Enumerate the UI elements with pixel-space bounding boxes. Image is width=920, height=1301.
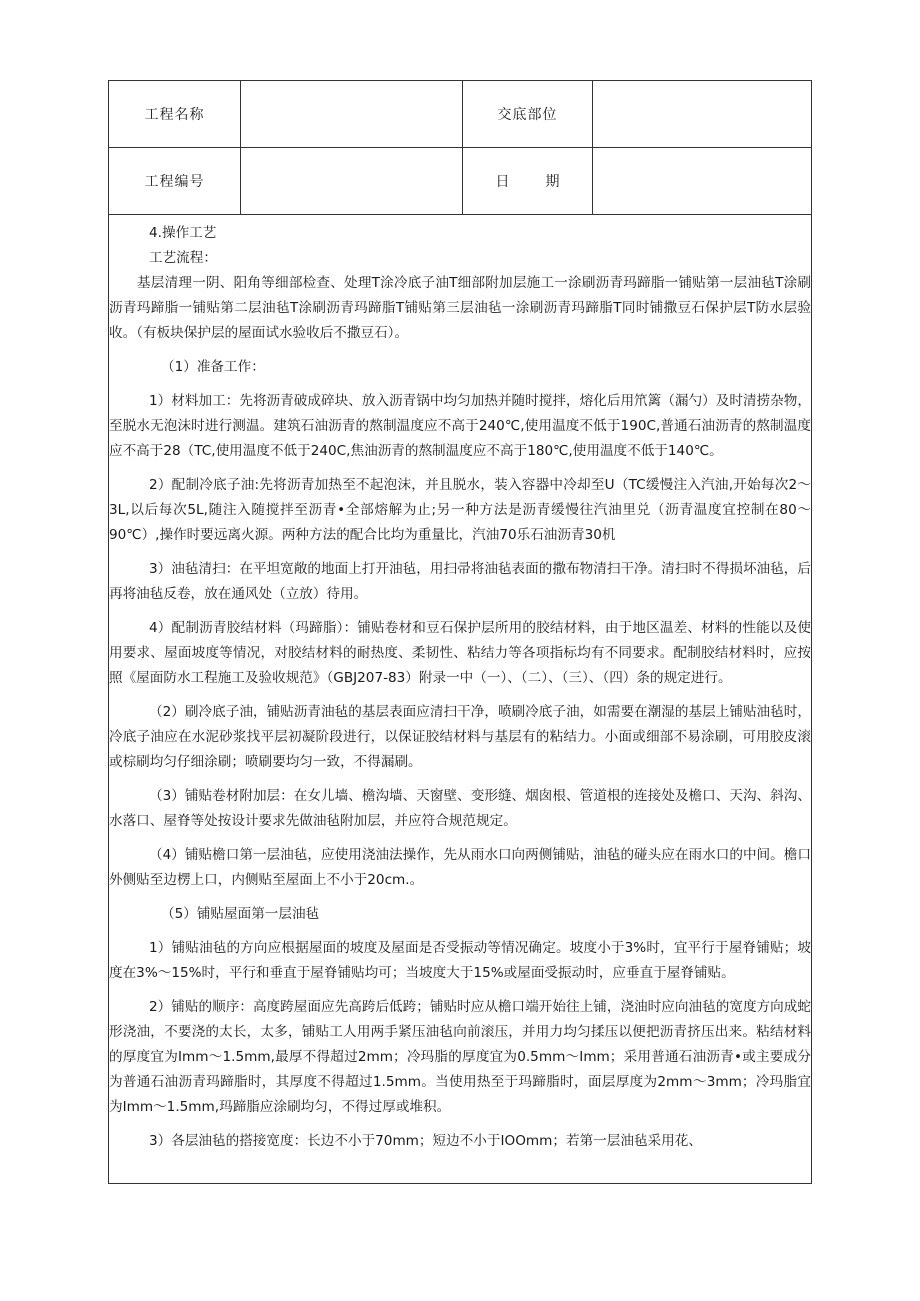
- step-3: （3）铺贴卷材附加层：在女儿墙、檐沟墙、天窗壁、变形缝、烟囱根、管道根的连接处及檐口、天沟、斜沟、水落口、屋脊等处按设计要求先做油毡附加层，并应符合规范规定。: [109, 788, 811, 829]
- step-5-title: （5）铺贴屋面第一层油毡: [161, 906, 320, 922]
- section-title: 4.操作工艺: [149, 225, 217, 241]
- step-4: （4）铺贴檐口第一层油毡，应使用浇油法操作，先从雨水口向两侧铺贴，油毡的碰头应在雨水口的中间。檐口外侧贴至边楞上口，内侧贴至屋面上不小于20cm.。: [109, 847, 811, 888]
- project-name-field[interactable]: [241, 81, 463, 147]
- project-name-label: 工程名称: [109, 81, 241, 147]
- prep-item-1: 1）材料加工：先将沥青破成碎块、放入沥青锅中均匀加热并随时搅拌，熔化后用笊篱（漏勺）及时清捞杂物，至脱水无泡沫时进行测温。建筑石油沥青的熬制温度应不高于240℃,使用温度不低于190C,普通石油沥青的熬制温度应不高于28（TC,使用温度不低于240C,焦油沥青的熬制温度应不高于180℃,使用温度不低于140℃。: [109, 393, 811, 459]
- date-field[interactable]: [593, 148, 811, 214]
- handover-part-label: 交底部位: [463, 81, 593, 147]
- date-label: [463, 148, 593, 214]
- header-row-2: [109, 148, 811, 215]
- step-5-item-2: 2）铺贴的顺序：高度跨屋面应先高跨后低跨；铺贴时应从檐口端开始往上铺，浇油时应向油毡的宽度方向成蛇形浇油，不要浇的太长，太多，铺贴工人用两手紧压油毡向前滚压，并用力均匀揉压以便把沥青挤压出来。粘结材料的厚度宜为Imm～1.5mm,最厚不得超过2mm；冷玛脂的厚度宜为0.5mm～Imm；采用普通石油沥青•或主要成分为普通石油沥青玛蹄脂时，其厚度不得超过1.5mm。当使用热至于玛蹄脂时，面层厚度为2mm～3mm；冷玛脂宜为Imm～1.5mm,玛蹄脂应涂刷均匀，不得过厚或堆积。: [109, 999, 811, 1115]
- prep-title: （1）准备工作：: [161, 359, 265, 375]
- date-label-char-2: 期: [545, 174, 560, 190]
- project-no-label: 工程编号: [109, 148, 241, 214]
- header-row-1: [109, 81, 811, 148]
- flow-title: 工艺流程：: [149, 250, 217, 266]
- date-label-char-1: 日: [495, 174, 510, 190]
- step-5-item-1: 1）铺贴油毡的方向应根据屋面的坡度及屋面是否受振动等情况确定。坡度小于3%时，宜平行于屋脊铺贴；坡度在3%～15%时，平行和垂直于屋脊铺贴均可；当坡度大于15%或屋面受振动时，应垂直于屋脊铺贴。: [109, 940, 811, 981]
- handover-part-field[interactable]: [593, 81, 811, 147]
- prep-item-3: 3）油毡清扫：在平坦宽敞的地面上打开油毡，用扫帚将油毡表面的撒布物清扫干净。清扫时不得损坏油毡，后再将油毡反卷，放在通风处（立放）待用。: [109, 561, 811, 602]
- flow-text: 基层清理一阴、阳角等细部检查、处理T涂冷底子油T细部附加层施工一涂刷沥青玛蹄脂一铺贴第一层油毡T涂刷沥青玛蹄脂一铺贴第二层油毡T涂刷沥青玛蹄脂T铺贴第三层油毡一涂刷沥青玛蹄脂T同时铺撒豆石保护层T防水层验收。（有板块保护层的屋面试水验收后不撒豆石）。: [109, 275, 811, 341]
- prep-item-4: 4）配制沥青胶结材料（玛蹄脂）：铺贴卷材和豆石保护层所用的胶结材料，由于地区温差、材料的性能以及使用要求、屋面坡度等情况，对胶结材料的耐热度、柔韧性、粘结力等各项指标均有不同要求。配制胶结材料时，应按照《屋面防水工程施工及验收规范》（GBJ207-83）附录一中（一）、（二）、（三）、（四）条的规定进行。: [109, 620, 811, 686]
- step-2: （2）刷冷底子油，铺贴沥青油毡的基层表面应清扫干净，喷刷冷底子油，如需要在潮湿的基层上铺贴油毡时，冷底子油应在水泥砂浆找平层初凝阶段进行，以保证胶结材料与基层有的粘结力。小面或细部不易涂刷，可用胶皮滚或棕刷均匀仔细涂刷；喷刷要均匀一致，不得漏刷。: [109, 704, 811, 770]
- content-body: [109, 215, 811, 1154]
- step-5-item-3: 3）各层油毡的搭接宽度：长边不小于70mm；短边不小于IOOmm；若第一层油毡采用花、: [149, 1133, 702, 1149]
- handover-sheet: [108, 80, 812, 1184]
- prep-item-2: 2）配制冷底子油:先将沥青加热至不起泡沫，并且脱水，装入容器中冷却至U（TC缓慢注入汽油,开始每次2～3L,以后每次5L,随注入随搅拌至沥青•全部熔解为止;另一种方法是沥青缓慢往汽油里兑（沥青温度宜控制在80～90℃）,操作时要远离火源。两种方法的配合比均为重量比，汽油70乐石油沥青30机: [109, 477, 811, 543]
- project-no-field[interactable]: [241, 148, 463, 214]
